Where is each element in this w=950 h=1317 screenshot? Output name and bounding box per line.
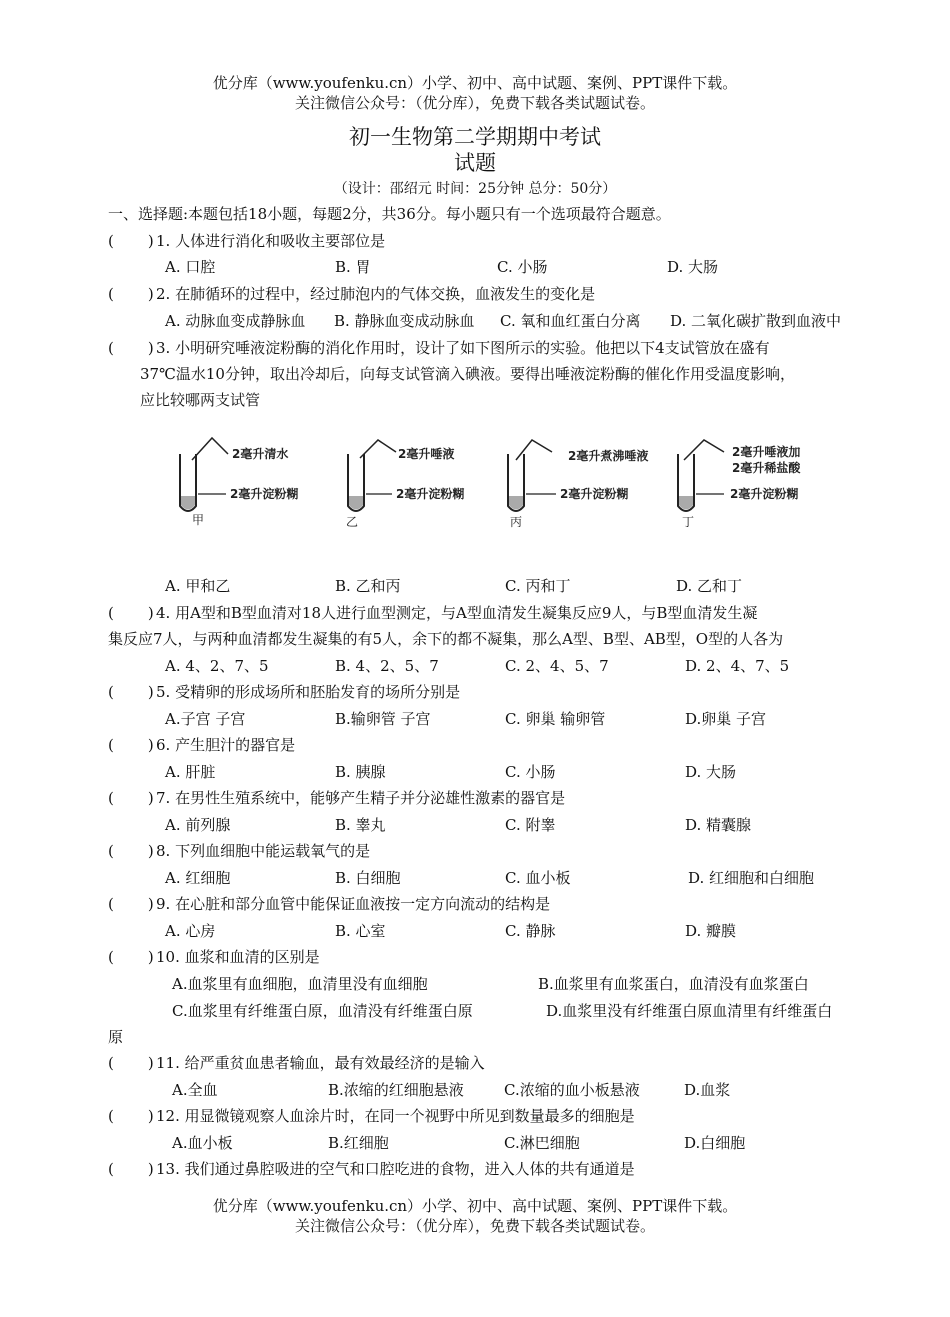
- question-stem: 6. 产生胆汁的器官是: [156, 736, 296, 754]
- question-3-stem-3: 应比较哪两支试管: [140, 391, 261, 409]
- tube-ding-top-label-2: 2毫升稀盐酸: [732, 461, 801, 475]
- tube-yi-name: 乙: [346, 515, 359, 529]
- test-tube-figure: [160, 432, 840, 542]
- tube-ding-pipette: [684, 440, 724, 460]
- paren-right: ): [147, 339, 154, 357]
- question-stem: 2. 在肺循环的过程中，经过肺泡内的气体交换，血液发生的变化是: [156, 285, 596, 303]
- tube-ding: [678, 440, 801, 529]
- question-stem: 12. 用显微镜观察人血涂片时，在同一个视野中所见到数量最多的细胞是: [156, 1107, 635, 1125]
- option-b: B. 白细胞: [335, 869, 401, 887]
- option-a: A.血浆里有血细胞，血清里没有血细胞: [172, 975, 428, 993]
- question-4: [108, 603, 757, 623]
- option-b: B. 4、2、5、7: [335, 657, 439, 675]
- tube-bing-liquid: [509, 496, 523, 510]
- tube-jia: [180, 438, 298, 527]
- paren-right: ): [147, 683, 154, 701]
- question-5: [108, 682, 460, 702]
- question-4-stem-2: 集反应7人，与两种血清都发生凝集的有5人，余下的都不凝集，那么A型、B型、AB型，O型的人各为: [108, 630, 784, 648]
- paren-right: ): [147, 789, 154, 807]
- option-c: C. 氧和血红蛋白分离: [500, 312, 641, 330]
- paren-right: ): [147, 232, 154, 250]
- question-8: [108, 841, 370, 861]
- section-heading: 一、选择题:本题包括18小题，每题2分，共36分。每小题只有一个选项最符合题意。: [108, 205, 671, 223]
- option-d: D. 乙和丁: [676, 577, 743, 595]
- paren-left: (: [108, 789, 114, 807]
- option-c: C.淋巴细胞: [504, 1134, 580, 1152]
- option-d: D.卵巢 子宫: [685, 710, 767, 728]
- option-c: C.血浆里有纤维蛋白原，血清没有纤维蛋白原: [172, 1002, 473, 1020]
- tube-bing-pipette: [516, 440, 552, 460]
- page-title: 初一生物第二学期期中考试: [349, 125, 601, 149]
- option-c: C. 丙和丁: [505, 577, 571, 595]
- option-b: B. 胰腺: [335, 763, 386, 781]
- option-a: A. 动脉血变成静脉血: [165, 312, 306, 330]
- paren-left: (: [108, 1054, 114, 1072]
- option-c: C. 静脉: [505, 922, 556, 940]
- question-3: [108, 338, 770, 358]
- option-a: A. 肝脏: [165, 763, 216, 781]
- question-3-stem-2: 37℃温水10分钟，取出冷却后，向每支试管滴入碘液。要得出唾液淀粉酶的催化作用受温度影响，: [140, 365, 795, 383]
- paren-right: ): [147, 1054, 154, 1072]
- option-d: D. 红细胞和白细胞: [688, 869, 815, 887]
- option-a: A. 甲和乙: [165, 577, 231, 595]
- option-c: C. 小肠: [497, 258, 548, 276]
- option-d: D. 大肠: [685, 763, 737, 781]
- option-b: B.红细胞: [328, 1134, 389, 1152]
- option-c: C.浓缩的血小板悬液: [504, 1081, 640, 1099]
- tube-ding-top-label: 2毫升唾液加: [732, 445, 801, 459]
- option-c: C. 小肠: [505, 763, 556, 781]
- option-b: B. 睾丸: [335, 816, 386, 834]
- paren-left: (: [108, 232, 114, 250]
- question-stem: 9. 在心脏和部分血管中能保证血液按一定方向流动的结构是: [156, 895, 551, 913]
- question-stem: 7. 在男性生殖系统中，能够产生精子并分泌雄性激素的器官是: [156, 789, 566, 807]
- tube-ding-bottom-label: 2毫升淀粉糊: [730, 487, 799, 501]
- paren-left: (: [108, 285, 114, 303]
- option-c: C. 血小板: [505, 869, 571, 887]
- header-line-1: 优分库（www.youfenku.cn）小学、初中、高中试题、案例、PPT课件下载。: [212, 74, 738, 92]
- tube-bing-bottom-label: 2毫升淀粉糊: [560, 487, 629, 501]
- paren-left: (: [108, 1160, 114, 1178]
- paren-right: ): [147, 948, 154, 966]
- paren-right: ): [147, 895, 154, 913]
- option-b: B.输卵管 子宫: [335, 710, 431, 728]
- header-line-2: 关注微信公众号：（优分库），免费下载各类试题试卷。: [294, 94, 655, 112]
- question-9: [108, 894, 550, 914]
- tube-bing: [508, 440, 648, 529]
- paren-right: ): [147, 1160, 154, 1178]
- paren-left: (: [108, 842, 114, 860]
- paren-left: (: [108, 736, 114, 754]
- option-d: D.血浆里没有纤维蛋白原血清里有纤维蛋白: [546, 1002, 833, 1020]
- option-d: D. 瓣膜: [685, 922, 737, 940]
- exam-info: （设计：邵绍元 时间：25分钟 总分：50分）: [333, 181, 617, 197]
- option-b: B. 乙和丙: [335, 577, 401, 595]
- question-stem: 8. 下列血细胞中能运载氧气的是: [156, 842, 371, 860]
- paren-right: ): [147, 285, 154, 303]
- paren-left: (: [108, 895, 114, 913]
- tube-jia-name: 甲: [192, 513, 205, 527]
- tube-bing-name: 丙: [510, 515, 523, 529]
- tube-ding-liquid: [679, 496, 693, 510]
- tube-yi-pipette: [360, 440, 396, 458]
- option-a: A. 红细胞: [165, 869, 231, 887]
- question-12: [108, 1106, 635, 1126]
- question-2: [108, 284, 595, 304]
- option-a: A. 心房: [165, 922, 216, 940]
- option-b: B. 胃: [335, 258, 371, 276]
- question-stem: 5. 受精卵的形成场所和胚胎发育的场所分别是: [156, 683, 461, 701]
- question-stem: 3. 小明研究唾液淀粉酶的消化作用时，设计了如下图所示的实验。他把以下4支试管放在盛有: [156, 339, 770, 357]
- tube-jia-liquid: [181, 496, 195, 510]
- option-d: D. 精囊腺: [685, 816, 752, 834]
- question-7: [108, 788, 565, 808]
- option-d-wrap: 原: [108, 1028, 124, 1046]
- option-b: B.浓缩的红细胞悬液: [328, 1081, 464, 1099]
- paren-left: (: [108, 948, 114, 966]
- option-c: C. 2、4、5、7: [505, 657, 609, 675]
- option-d: D. 2、4、7、5: [685, 657, 790, 675]
- question-stem: 1. 人体进行消化和吸收主要部位是: [156, 232, 386, 250]
- option-a: A.血小板: [172, 1134, 233, 1152]
- option-a: A. 4、2、7、5: [165, 657, 269, 675]
- question-stem: 13. 我们通过鼻腔吸进的空气和口腔吃进的食物，进入人体的共有通道是: [156, 1160, 635, 1178]
- question-13: [108, 1159, 635, 1179]
- question-stem: 4. 用A型和B型血清对18人进行血型测定，与A型血清发生凝集反应9人，与B型血清发生凝: [156, 604, 758, 622]
- question-1: [108, 231, 385, 251]
- question-6: [108, 735, 295, 755]
- tube-jia-pipette: [192, 438, 228, 460]
- option-a: A.子宫 子宫: [165, 710, 246, 728]
- page-subtitle: 试题: [454, 151, 496, 175]
- option-b: B.血浆里有血浆蛋白，血清没有血浆蛋白: [538, 975, 809, 993]
- question-11: [108, 1053, 485, 1073]
- paren-right: ): [147, 1107, 154, 1125]
- option-d: D.白细胞: [684, 1134, 746, 1152]
- option-b: B. 心室: [335, 922, 386, 940]
- paren-left: (: [108, 1107, 114, 1125]
- tube-ding-name: 丁: [682, 515, 695, 529]
- paren-left: (: [108, 339, 114, 357]
- option-d: D. 大肠: [667, 258, 719, 276]
- tube-yi-bottom-label: 2毫升淀粉糊: [396, 487, 465, 501]
- tube-yi: [346, 440, 464, 529]
- paren-left: (: [108, 683, 114, 701]
- tube-yi-liquid: [349, 496, 363, 510]
- question-stem: 10. 血浆和血清的区别是: [156, 948, 320, 966]
- question-10: [108, 947, 320, 967]
- footer-line-1: 优分库（www.youfenku.cn）小学、初中、高中试题、案例、PPT课件下载。: [212, 1197, 738, 1215]
- option-d: D. 二氧化碳扩散到血液中: [670, 312, 842, 330]
- option-b: B. 静脉血变成动脉血: [334, 312, 475, 330]
- option-c: C. 附睾: [505, 816, 556, 834]
- option-c: C. 卵巢 输卵管: [505, 710, 606, 728]
- option-a: A.全血: [172, 1081, 218, 1099]
- footer-line-2: 关注微信公众号：（优分库），免费下载各类试题试卷。: [294, 1217, 655, 1235]
- option-d: D.血浆: [684, 1081, 731, 1099]
- option-a: A. 前列腺: [165, 816, 231, 834]
- tube-bing-top-label: 2毫升煮沸唾液: [568, 449, 649, 463]
- paren-left: (: [108, 604, 114, 622]
- question-stem: 11. 给严重贫血患者输血，最有效最经济的是输入: [156, 1054, 485, 1072]
- paren-right: ): [147, 604, 154, 622]
- paren-right: ): [147, 842, 154, 860]
- paren-right: ): [147, 736, 154, 754]
- tube-jia-bottom-label: 2毫升淀粉糊: [230, 487, 299, 501]
- tube-yi-top-label: 2毫升唾液: [398, 447, 455, 461]
- tube-jia-top-label: 2毫升清水: [232, 447, 289, 461]
- option-a: A. 口腔: [165, 258, 216, 276]
